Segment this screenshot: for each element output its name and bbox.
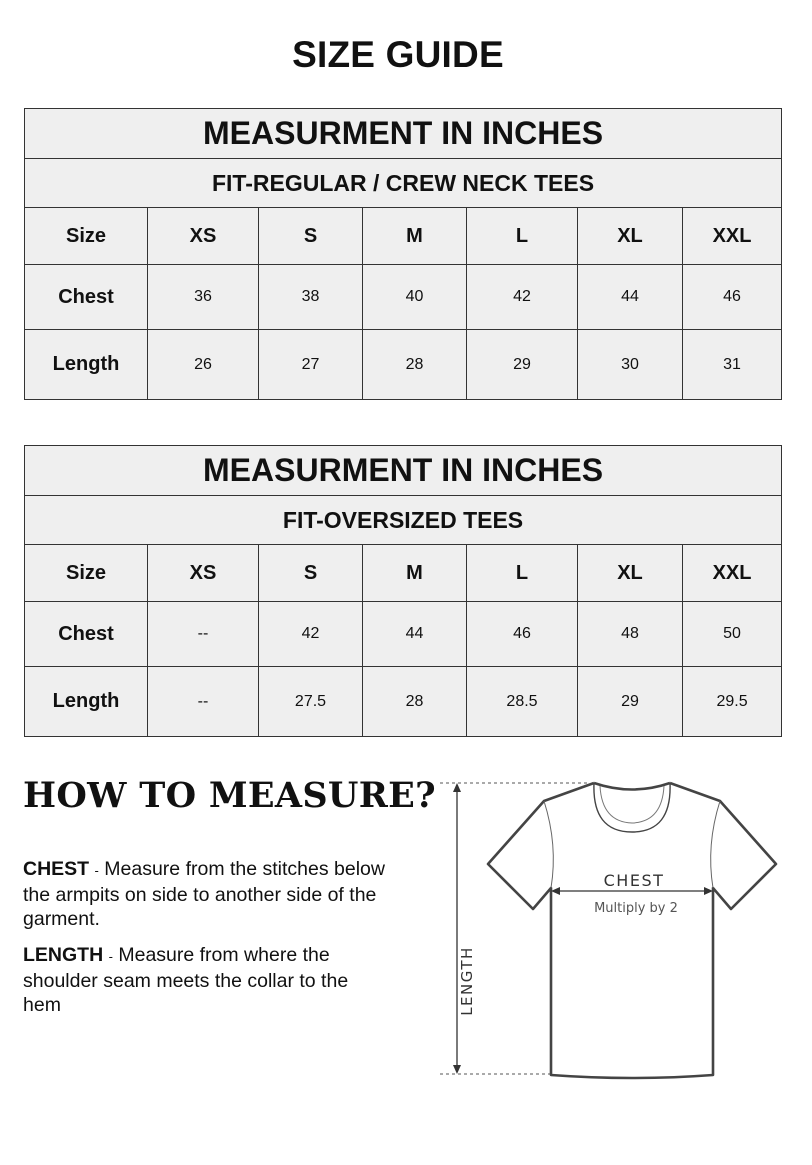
size-row-label: Size: [25, 545, 148, 602]
chest-value: --: [148, 602, 259, 667]
page-title: SIZE GUIDE: [292, 34, 504, 75]
length-row-label: Length: [25, 330, 148, 400]
chest-value: 38: [259, 265, 363, 330]
length-value: --: [148, 667, 259, 737]
size-header: M: [363, 208, 467, 265]
size-header: M: [363, 545, 467, 602]
size-table-oversized: [24, 445, 782, 737]
chest-value: 44: [578, 265, 683, 330]
length-instructions: [23, 943, 388, 1017]
chest-value: 42: [259, 602, 363, 667]
length-value: 28.5: [467, 667, 578, 737]
size-header: XL: [578, 208, 683, 265]
how-to-measure-title: HOW TO MEASURE?: [23, 775, 436, 816]
chest-value: 40: [363, 265, 467, 330]
tshirt-diagram: [430, 770, 790, 1090]
length-value: 28: [363, 330, 467, 400]
collar-rib: [600, 786, 664, 823]
table-fit-label: FIT-REGULAR / CREW NECK TEES: [25, 159, 782, 208]
length-value: 29: [467, 330, 578, 400]
chest-description: Measure from the stitches below the armpits on side to another side of the garment.: [23, 858, 385, 930]
size-table-regular: [24, 108, 782, 400]
left-sleeve-seam: [544, 801, 553, 888]
length-arrow-bottom: [453, 1065, 461, 1074]
size-header: S: [259, 545, 363, 602]
size-header: L: [467, 545, 578, 602]
length-value: 31: [683, 330, 782, 400]
chest-term: CHEST: [23, 858, 90, 880]
size-header: XS: [148, 208, 259, 265]
chest-value: 46: [683, 265, 782, 330]
length-value: 26: [148, 330, 259, 400]
length-term: LENGTH: [23, 944, 104, 966]
size-row-label: Size: [25, 208, 148, 265]
size-header: XL: [578, 545, 683, 602]
chest-value: 48: [578, 602, 683, 667]
chest-row-label: Chest: [25, 602, 148, 667]
chest-instructions: [23, 857, 388, 931]
collar-outer: [594, 783, 670, 790]
chest-arrow-left: [551, 887, 560, 895]
length-value: 27: [259, 330, 363, 400]
table-heading: MEASURMENT IN INCHES: [25, 109, 782, 159]
length-label: LENGTH: [458, 946, 476, 1016]
length-arrow-top: [453, 783, 461, 792]
length-value: 30: [578, 330, 683, 400]
table-heading: MEASURMENT IN INCHES: [25, 446, 782, 496]
size-header: XS: [148, 545, 259, 602]
right-sleeve-seam: [711, 801, 720, 888]
size-header: XXL: [683, 545, 782, 602]
table-fit-label: FIT-OVERSIZED TEES: [25, 496, 782, 545]
length-separator: -: [108, 949, 113, 964]
chest-value: 50: [683, 602, 782, 667]
chest-value: 36: [148, 265, 259, 330]
chest-value: 42: [467, 265, 578, 330]
chest-value: 46: [467, 602, 578, 667]
length-value: 29: [578, 667, 683, 737]
size-header: S: [259, 208, 363, 265]
size-header: L: [467, 208, 578, 265]
chest-separator: -: [94, 863, 99, 878]
chest-row-label: Chest: [25, 265, 148, 330]
length-row-label: Length: [25, 667, 148, 737]
chest-arrow-right: [704, 887, 713, 895]
tshirt-body-outline: [488, 783, 776, 1078]
chest-value: 44: [363, 602, 467, 667]
length-description: Measure from where the shoulder seam meets the collar to the hem: [23, 944, 349, 1016]
chest-note: Multiply by 2: [594, 901, 678, 916]
size-header: XXL: [683, 208, 782, 265]
length-value: 28: [363, 667, 467, 737]
chest-label: CHEST: [603, 871, 665, 890]
length-value: 27.5: [259, 667, 363, 737]
length-value: 29.5: [683, 667, 782, 737]
